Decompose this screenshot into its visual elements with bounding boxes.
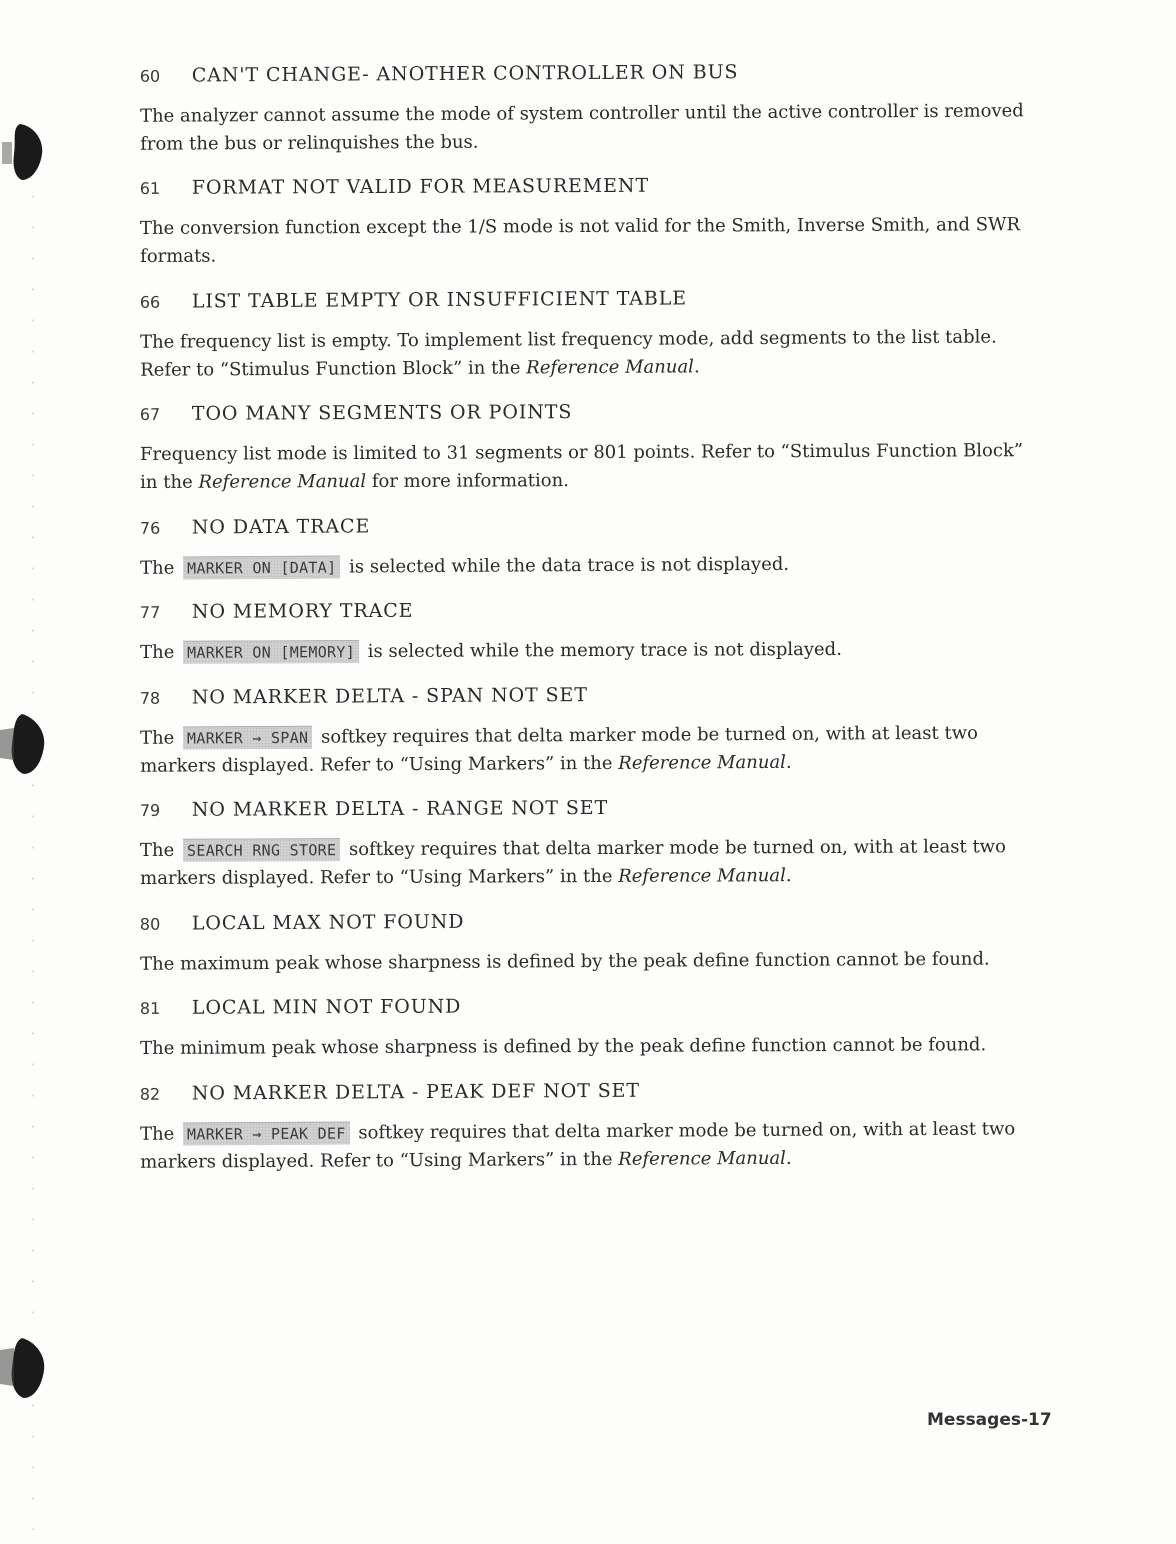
- description-text: The minimum peak whose sharpness is defined by the peak define function cannot be found.: [140, 1034, 987, 1059]
- message-heading: [140, 173, 1045, 209]
- description-text: is selected while the memory trace is not displayed.: [361, 638, 842, 663]
- message-description: [140, 97, 1045, 159]
- message-description: [140, 549, 1045, 583]
- message-title: CAN'T CHANGE- ANOTHER CONTROLLER ON BUS: [191, 61, 739, 87]
- description-text: .: [693, 356, 700, 378]
- message-title: NO MARKER DELTA - RANGE NOT SET: [191, 796, 609, 821]
- message-title: NO MEMORY TRACE: [191, 599, 414, 623]
- message-heading: [140, 993, 1045, 1029]
- manual-reference: Reference Manual: [618, 751, 786, 774]
- binder-hole-mark-middle: [0, 712, 52, 776]
- message-entry: [140, 993, 1045, 1063]
- softkey-label: MARKER → PEAK DEF: [183, 1121, 350, 1145]
- description-text: .: [785, 751, 792, 773]
- description-text: The: [140, 641, 181, 663]
- description-text: Frequency list mode is limited to 31 segments or 801 points. Refer to “Stimulus Function Block” in the: [139, 440, 1024, 493]
- softkey-label: SEARCH RNG STORE: [183, 838, 340, 862]
- message-title: LOCAL MAX NOT FOUND: [191, 910, 465, 935]
- message-code: 81: [139, 998, 161, 1018]
- description-text: The: [139, 839, 181, 861]
- message-entry: [140, 173, 1045, 271]
- message-entry: [140, 907, 1045, 979]
- manual-reference: Reference Manual: [618, 865, 786, 887]
- description-text: The: [139, 727, 181, 749]
- message-entry: [140, 1077, 1046, 1177]
- message-entry: [140, 59, 1046, 159]
- message-title: TOO MANY SEGMENTS OR POINTS: [191, 401, 573, 425]
- message-code: 82: [139, 1084, 161, 1104]
- message-code: 78: [139, 688, 161, 708]
- message-title: NO DATA TRACE: [191, 515, 371, 539]
- message-code: 67: [139, 404, 161, 424]
- softkey-label: MARKER ON [MEMORY]: [183, 640, 359, 664]
- message-title: LOCAL MIN NOT FOUND: [191, 995, 462, 1019]
- message-description: [140, 1031, 1045, 1063]
- message-heading: [140, 399, 1045, 435]
- description-text: for more information.: [366, 470, 569, 492]
- message-description: [140, 833, 1045, 893]
- message-code: 66: [139, 292, 161, 312]
- margin-scan-specks: [30, 150, 36, 1530]
- message-title: FORMAT NOT VALID FOR MEASUREMENT: [191, 174, 650, 199]
- message-entry: [140, 399, 1045, 497]
- message-code: 77: [139, 602, 161, 622]
- message-entry: [140, 597, 1045, 667]
- description-text: is selected while the data trace is not displayed.: [343, 553, 790, 578]
- message-code: 61: [139, 178, 161, 198]
- message-code: 80: [139, 914, 161, 934]
- message-heading: [140, 511, 1045, 549]
- message-code: 60: [139, 66, 161, 86]
- description-text: softkey requires that delta marker mode be turned on, with at least two markers displayed. Refer to “Using Markers” in the: [140, 722, 978, 777]
- softkey-label: MARKER ON [DATA]: [183, 556, 340, 580]
- description-text: The conversion function except the 1/S mode is not valid for the Smith, Inverse Smith, and SWR formats.: [139, 214, 1021, 267]
- description-text: softkey requires that delta marker mode be turned on, with at least two markers displayed. Refer to “Using Markers” in the: [140, 836, 1006, 889]
- message-entry: [140, 681, 1046, 781]
- message-heading: [140, 597, 1045, 633]
- message-entry: [140, 511, 1045, 583]
- manual-reference: Reference Manual: [618, 1147, 786, 1170]
- messages-page: [140, 62, 1045, 1193]
- manual-reference: Reference Manual: [198, 470, 367, 493]
- description-text: The maximum peak whose sharpness is defined by the peak define function cannot be found.: [140, 948, 990, 975]
- message-code: 76: [139, 518, 161, 538]
- description-text: softkey requires that delta marker mode be turned on, with at least two markers displayed. Refer to “Using Markers” in the: [140, 1118, 1016, 1173]
- description-text: The frequency list is empty. To implement list frequency mode, add segments to the list table. Refer to “Stimulus Function Block” in the: [139, 326, 997, 381]
- binder-hole-mark-bottom: [0, 1336, 52, 1400]
- message-heading: [140, 681, 1045, 719]
- description-text: .: [785, 865, 792, 887]
- page-footer: Messages-17: [927, 1410, 1052, 1430]
- message-code: 79: [139, 800, 161, 820]
- description-text: The: [139, 1123, 181, 1145]
- softkey-label: MARKER → SPAN: [183, 726, 312, 750]
- message-entry: [140, 285, 1046, 385]
- message-heading: [140, 59, 1045, 97]
- message-description: [140, 719, 1045, 781]
- message-heading: [140, 795, 1045, 831]
- message-description: [140, 1115, 1045, 1177]
- message-description: [140, 323, 1045, 385]
- description-text: The: [140, 557, 181, 579]
- manual-reference: Reference Manual: [526, 356, 694, 379]
- description-text: The analyzer cannot assume the mode of system controller until the active controller is removed from the bus or relinquishes the bus.: [139, 100, 1024, 155]
- message-heading: [140, 1077, 1045, 1115]
- message-title: LIST TABLE EMPTY OR INSUFFICIENT TABLE: [191, 287, 688, 313]
- message-heading: [140, 285, 1045, 323]
- binder-hole-mark-top: [0, 120, 52, 184]
- message-title: NO MARKER DELTA - SPAN NOT SET: [191, 684, 588, 709]
- message-description: [140, 945, 1045, 979]
- message-title: NO MARKER DELTA - PEAK DEF NOT SET: [191, 1079, 641, 1105]
- message-description: [140, 635, 1045, 667]
- message-entry: [140, 795, 1045, 893]
- description-text: .: [785, 1147, 792, 1169]
- message-description: [140, 437, 1045, 497]
- message-heading: [140, 907, 1045, 945]
- message-description: [140, 211, 1045, 271]
